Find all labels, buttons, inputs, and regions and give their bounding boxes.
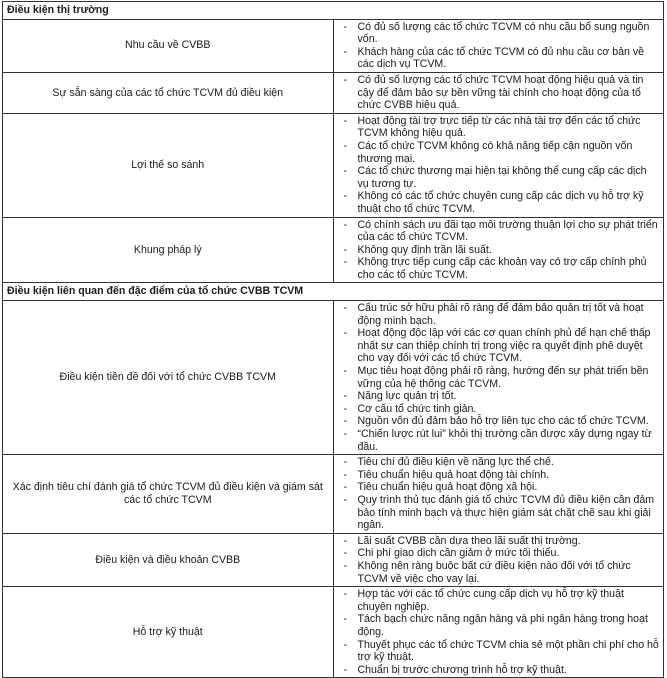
condition-label: Điều kiện tiền đề đối với tổ chức CVBB TCVM <box>3 301 334 455</box>
list-item: - Hoạt động tài trợ trực tiếp từ các nhà tài trợ đến các tổ chức TCVM không hiệu quả. <box>342 115 660 140</box>
list-item: - Quy trình thủ tục đánh giá tổ chức TCVM đủ điều kiện cần đảm bảo tính minh bạch và thực hiện giám sát chặt chẽ sau khi giải ngân. <box>342 494 660 532</box>
list-item: - Cấu trúc sở hữu phải rõ ràng để đảm bảo quản trị tốt và hoạt động minh bạch. <box>342 302 660 327</box>
condition-details <box>333 587 664 678</box>
list-item: - Không nên ràng buộc bất cứ điều kiện nào đối với tổ chức TCVM về việc cho vay lại. <box>342 560 660 585</box>
list-item: - Các tổ chức TCVM không có khả năng tiếp cận nguồn vốn thương mại. <box>342 140 660 165</box>
list-item: - Không trực tiếp cung cấp các khoản vay có trợ cấp chính phủ cho các tổ chức TCVM. <box>342 256 660 281</box>
condition-label: Khung pháp lý <box>3 217 334 283</box>
table-row <box>3 217 664 283</box>
list-item: - Tiêu chí đủ điều kiện về năng lực thể chế. <box>342 456 660 469</box>
section-title: Điều kiện thị trường <box>3 2 664 20</box>
detail-list <box>342 302 660 453</box>
detail-list <box>342 456 660 532</box>
condition-details <box>333 533 664 586</box>
condition-details <box>333 217 664 283</box>
list-item: - Có đủ số lượng các tổ chức TCVM hoạt động hiệu quả và tin cậy để đảm bảo sự bền vững tài chính cho hoạt động của tổ chức CVBB hiệu quả. <box>342 74 660 112</box>
detail-list <box>342 535 660 585</box>
conditions-document <box>2 1 664 676</box>
detail-list <box>342 588 660 676</box>
list-item: - Không quy định trần lãi suất. <box>342 244 660 257</box>
section-title: Điều kiện liên quan đến đặc điểm của tổ chức CVBB TCVM <box>3 283 664 301</box>
list-item: - Lãi suất CVBB cần dựa theo lãi suất thị trường. <box>342 535 660 548</box>
list-item: - “Chiến lược rút lui” khỏi thị trường cần được xây dựng ngay từ đầu. <box>342 428 660 453</box>
detail-list <box>342 74 660 112</box>
condition-details <box>333 301 664 455</box>
table-row <box>3 301 664 455</box>
conditions-table-body <box>3 2 664 678</box>
list-item: - Cơ cấu tổ chức tinh giản. <box>342 403 660 416</box>
condition-details <box>333 72 664 113</box>
table-row <box>3 455 664 534</box>
condition-label: Nhu cầu về CVBB <box>3 19 334 72</box>
list-item: - Năng lực quản trị tốt. <box>342 390 660 403</box>
list-item: - Có đủ số lượng các tổ chức TCVM có nhu cầu bổ sung nguồn vốn. <box>342 21 660 46</box>
list-item: - Tách bạch chức năng ngân hàng và phi ngân hàng trong hoạt động. <box>342 613 660 638</box>
conditions-table <box>2 1 664 678</box>
condition-label: Điều kiện và điều khoản CVBB <box>3 533 334 586</box>
table-row <box>3 113 664 217</box>
table-row <box>3 533 664 586</box>
list-item: - Tiêu chuẩn hiệu quả hoạt động tài chính. <box>342 469 660 482</box>
list-item: - Hợp tác với các tổ chức cung cấp dịch vụ hỗ trợ kỹ thuật chuyên nghiệp. <box>342 588 660 613</box>
table-row <box>3 72 664 113</box>
list-item: - Thuyết phục các tổ chức TCVM chia sẻ một phần chi phí cho hỗ trợ kỹ thuật. <box>342 639 660 664</box>
list-item: - Tiêu chuẩn hiệu quả hoạt động xã hội. <box>342 481 660 494</box>
list-item: - Có chính sách ưu đãi tạo môi trường thuận lợi cho sự phát triển của các tổ chức TCVM. <box>342 219 660 244</box>
condition-label: Lợi thế so sánh <box>3 113 334 217</box>
list-item: - Nguồn vốn đủ đảm bảo hỗ trợ liên tục cho các tổ chức TCVM. <box>342 415 660 428</box>
table-row <box>3 587 664 678</box>
detail-list <box>342 115 660 216</box>
detail-list <box>342 219 660 282</box>
condition-label: Xác định tiêu chí đánh giá tổ chức TCVM đủ điều kiện và giám sát các tổ chức TCVM <box>3 455 334 534</box>
list-item: - Mục tiêu hoạt động phải rõ ràng, hướng đến sự phát triển bền vững của hệ thống các TCVM. <box>342 365 660 390</box>
detail-list <box>342 21 660 71</box>
list-item: - Khách hàng của các tổ chức TCVM có đủ nhu cầu cơ bản về các dịch vụ TCVM. <box>342 46 660 71</box>
list-item: - Hoạt động độc lập với các cơ quan chính phủ để hạn chế thấp nhất sự can thiệp chính trị trong việc ra quyết định phê duyệt cho vay đối với các tổ chức TCVM. <box>342 327 660 365</box>
list-item: - Không có các tổ chức chuyên cung cấp các dịch vụ hỗ trợ kỹ thuật cho tổ chức TCVM. <box>342 190 660 215</box>
section-header <box>3 283 664 301</box>
table-row <box>3 19 664 72</box>
condition-details <box>333 113 664 217</box>
condition-label: Hỗ trợ kỹ thuật <box>3 587 334 678</box>
list-item: - Chuẩn bị trước chương trình hỗ trợ kỹ thuật. <box>342 664 660 677</box>
list-item: - Chi phí giao dịch cần giảm ở mức tối thiểu. <box>342 547 660 560</box>
condition-details <box>333 455 664 534</box>
condition-details <box>333 19 664 72</box>
list-item: - Các tổ chức thương mại hiện tại không thể cung cấp các dịch vụ tương tự. <box>342 165 660 190</box>
section-header <box>3 2 664 20</box>
condition-label: Sự sẵn sàng của các tổ chức TCVM đủ điều kiện <box>3 72 334 113</box>
